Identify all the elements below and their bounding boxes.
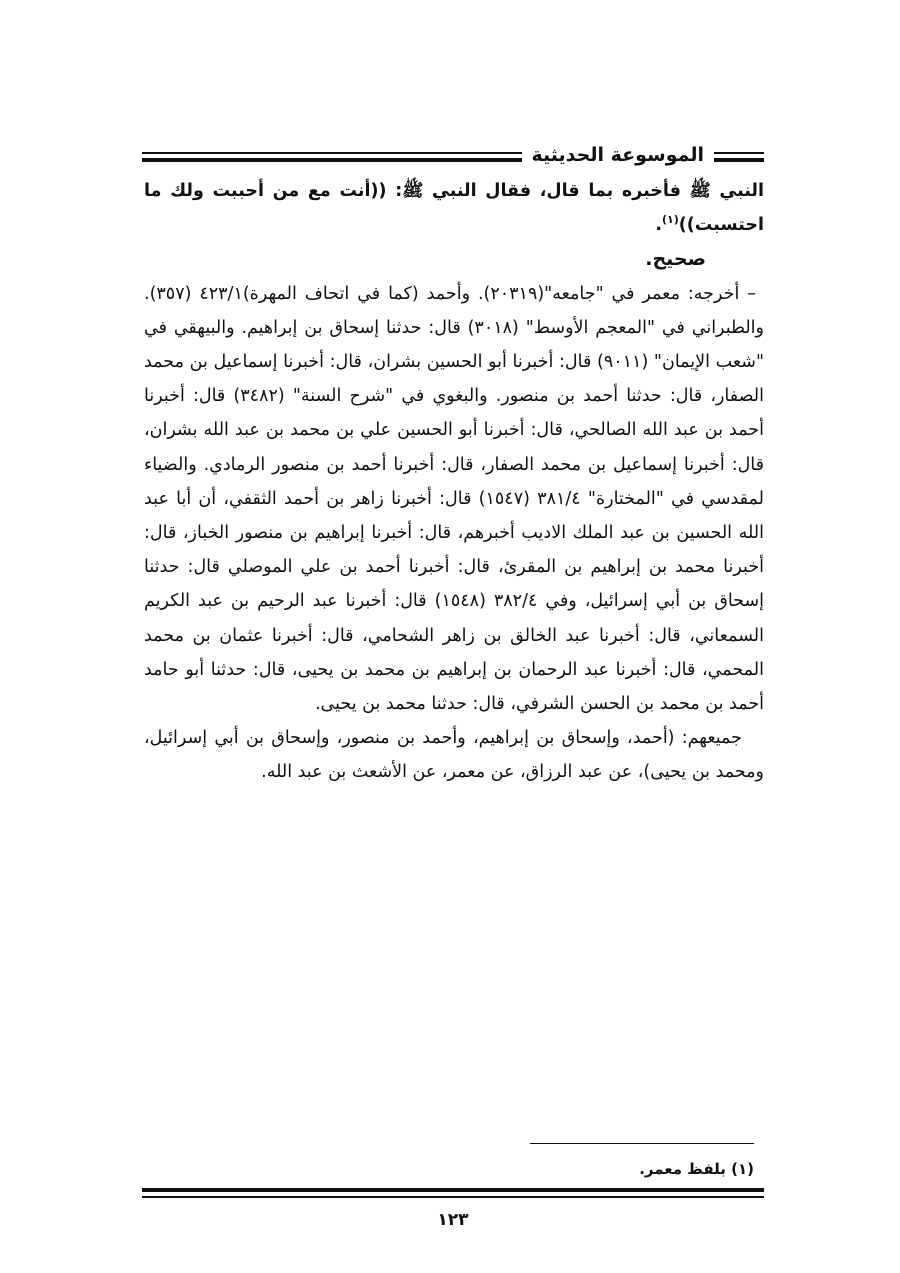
footer-rule-thick: [142, 1188, 764, 1192]
page-number: ١٢٣: [437, 1210, 469, 1230]
grading-verdict: صحيح.: [645, 248, 706, 271]
footer-rule-thin: [142, 1196, 764, 1198]
footnote-separator: [530, 1143, 754, 1144]
isnad-summary-paragraph: جميعهم: (أحمد، وإسحاق بن إبراهيم، وأحمد بن منصور، وإسحاق بن أبي إسرائيل، ومحمد بن يحيى)، عن عبد الرزاق، عن معمر، عن الأشعث بن عبد الله.: [144, 728, 764, 783]
footnote-item: [639, 1158, 754, 1180]
footnote-marker: (١): [731, 1160, 754, 1178]
footnote-ref[interactable]: (١): [661, 213, 679, 227]
hadith-end: .: [655, 215, 662, 236]
hadith-text: [144, 174, 764, 242]
footnote-text: بلفظ معمر.: [639, 1160, 726, 1178]
running-header-title: الموسوعة الحديثية: [522, 140, 715, 170]
footer-rule: [142, 1188, 764, 1200]
main-text: [144, 174, 764, 790]
hadith-matn: النبي ﷺ فأخبره بما قال، فقال النبي ﷺ: ((أنت مع من أحببت ولك ما احتسبت)): [144, 181, 764, 236]
takhrij-paragraph: – أخرجه: معمر في "جامعه"(٢٠٣١٩). وأحمد (كما في اتحاف المهرة)٤٢٣/١ (٣٥٧). والطبراني في "المعجم الأوسط" (٣٠١٨) قال: حدثنا إسحاق بن إبراهيم. والبيهقي في "شعب الإيمان" (٩٠١١) قال: أخبرنا أبو الحسين بشران، قال: أخبرنا إسماعيل بن محمد الصفار، قال: حدثنا أحمد بن منصور. والبغوي في "شرح السنة" (٣٤٨٢) قال: أخبرنا أحمد بن عبد الله الصالحي، قال: أخبرنا أبو الحسين علي بن محمد بن عبد الله بشران، قال: أخبرنا إسماعيل بن محمد الصفار، قال: أخبرنا أحمد بن منصور الرمادي. والضياء لمقدسي في "المختارة" ٣٨١/٤ (١٥٤٧) قال: أخبرنا زاهر بن أحمد الثقفي، أن أبا عبد الله الحسين بن عبد الملك الاديب أخبرهم، قال: أخبرنا إبراهيم بن منصور الخباز، قال: أخبرنا محمد بن إبراهيم بن المقرئ، قال: أخبرنا أحمد بن علي الموصلي قال: حدثنا إسحاق بن أبي إسرائيل، وفي ٣٨٢/٤ (١٥٤٨) قال: أخبرنا عبد الرحيم بن عبد الكريم السمعاني، قال: أخبرنا عبد الخالق بن زاهر الشحامي، قال: أخبرنا عثمان بن محمد المحمي، قال: أخبرنا عبد الرحمان بن إبراهيم بن محمد بن يحيى، قال: حدثنا أبو حامد أحمد بن محمد بن الحسن الشرفي، قال: حدثنا محمد بن يحيى.: [144, 283, 765, 715]
